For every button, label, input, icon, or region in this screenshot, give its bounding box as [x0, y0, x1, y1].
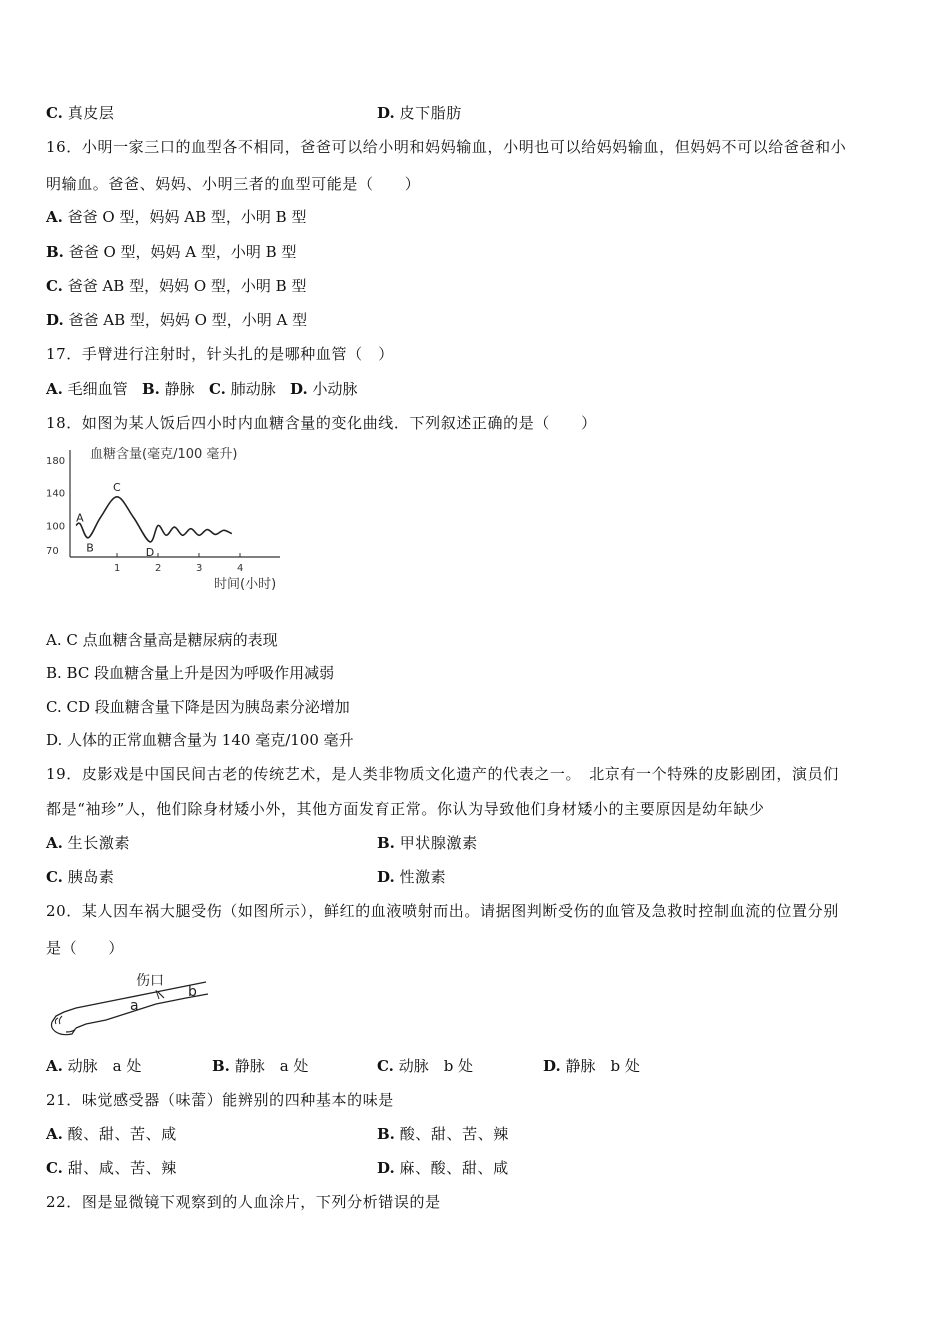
q18-option-a: A. C 点血糖含量高是糖尿病的表现	[46, 631, 278, 649]
q20-option-b: B. 静脉 a 处	[212, 1057, 309, 1075]
wound-label: 伤口	[136, 973, 164, 989]
x-axis-label: 时间(小时)	[214, 577, 277, 592]
x-tick-label: 1	[114, 563, 121, 574]
q15-option-c: C. 真皮层	[46, 104, 115, 122]
y-tick-label: 100	[46, 521, 66, 533]
foot-toes	[55, 1016, 62, 1024]
q20-option-c: C. 动脉 b 处	[377, 1057, 474, 1075]
q20-stem-line1: 20．某人因车祸大腿受伤（如图所示），鲜红的血液喷射而出。请据图判断受伤的血管及急救时控制血流的位置分别	[46, 902, 839, 920]
leg-injury-figure	[46, 968, 221, 1040]
q21-option-a: A. 酸、甜、苦、咸	[46, 1125, 177, 1143]
q21-stem: 21．味觉感受器（味蕾）能辨别的四种基本的味是	[46, 1091, 394, 1109]
q16-option-a: A. 爸爸 O 型，妈妈 AB 型，小明 B 型	[46, 208, 307, 226]
y-tick-label: 140	[46, 488, 66, 500]
q17-stem: 17．手臂进行注射时，针头扎的是哪种血管（ ）	[46, 345, 394, 363]
blood-sugar-chart	[44, 440, 304, 595]
x-tick-label: 2	[155, 563, 162, 574]
q19-option-a: A. 生长激素	[46, 834, 131, 852]
point-label-a: A	[76, 511, 84, 525]
q19-option-b: B. 甲状腺激素	[377, 834, 478, 852]
chart-title: 血糖含量(毫克/100 毫升)	[90, 447, 238, 462]
q16-stem-line2: 明输血。爸爸、妈妈、小明三者的血型可能是（ ）	[46, 175, 421, 193]
q18-stem: 18．如图为某人饭后四小时内血糖含量的变化曲线．下列叙述正确的是（ ）	[46, 414, 597, 432]
q18-option-b: B. BC 段血糖含量上升是因为呼吸作用减弱	[46, 664, 335, 682]
wound-mark	[158, 992, 164, 998]
blood-sugar-curve	[76, 497, 232, 542]
point-label-d: D	[145, 545, 155, 559]
q22-stem: 22．图是显微镜下观察到的人血涂片，下列分析错误的是	[46, 1193, 441, 1211]
leg-outline-upper	[52, 982, 206, 1022]
label-a: a	[130, 998, 139, 1014]
q19-option-d: D. 性激素	[377, 868, 447, 886]
foot-outline	[52, 1022, 77, 1035]
label-b: b	[188, 984, 197, 1000]
q21-option-d: D. 麻、酸、甜、咸	[377, 1159, 509, 1177]
q16-option-d: D. 爸爸 AB 型，妈妈 O 型，小明 A 型	[46, 311, 308, 329]
q20-option-a: A. 动脉 a 处	[46, 1057, 142, 1075]
q20-option-d: D. 静脉 b 处	[543, 1057, 640, 1075]
q19-option-c: C. 胰岛素	[46, 868, 115, 886]
q19-stem-line2: 都是“袖珍”人，他们除身材矮小外，其他方面发育正常。你认为导致他们身材矮小的主要原因是幼年缺少	[46, 800, 765, 818]
q16-option-b: B. 爸爸 O 型，妈妈 A 型，小明 B 型	[46, 243, 297, 261]
q15-option-d: D. 皮下脂肪	[377, 104, 462, 122]
x-tick-label: 3	[196, 563, 203, 574]
point-label-b: B	[86, 541, 94, 555]
y-tick-label: 180	[46, 456, 66, 467]
q16-option-c: C. 爸爸 AB 型，妈妈 O 型，小明 B 型	[46, 277, 307, 295]
q18-option-c: C. CD 段血糖含量下降是因为胰岛素分泌增加	[46, 698, 350, 716]
q19-stem-line1: 19．皮影戏是中国民间古老的传统艺术，是人类非物质文化遗产的代表之一。 北京有一个特殊的皮影剧团，演员们	[46, 765, 839, 783]
q20-stem-line2: 是（ ）	[46, 939, 125, 957]
point-label-c: C	[113, 480, 121, 494]
q21-option-c: C. 甜、咸、苦、辣	[46, 1159, 177, 1177]
q17-options: A. 毛细血管 B. 静脉 C. 肺动脉 D. 小动脉	[46, 380, 358, 398]
q18-option-d: D. 人体的正常血糖含量为 140 毫克/100 毫升	[46, 731, 354, 749]
y-tick-label: 70	[46, 546, 59, 557]
q21-option-b: B. 酸、甜、苦、辣	[377, 1125, 509, 1143]
q16-stem-line1: 16．小明一家三口的血型各不相同，爸爸可以给小明和妈妈输血，小明也可以给妈妈输血，但妈妈不可以给爸爸和小	[46, 138, 847, 156]
x-tick-label: 4	[237, 563, 244, 574]
